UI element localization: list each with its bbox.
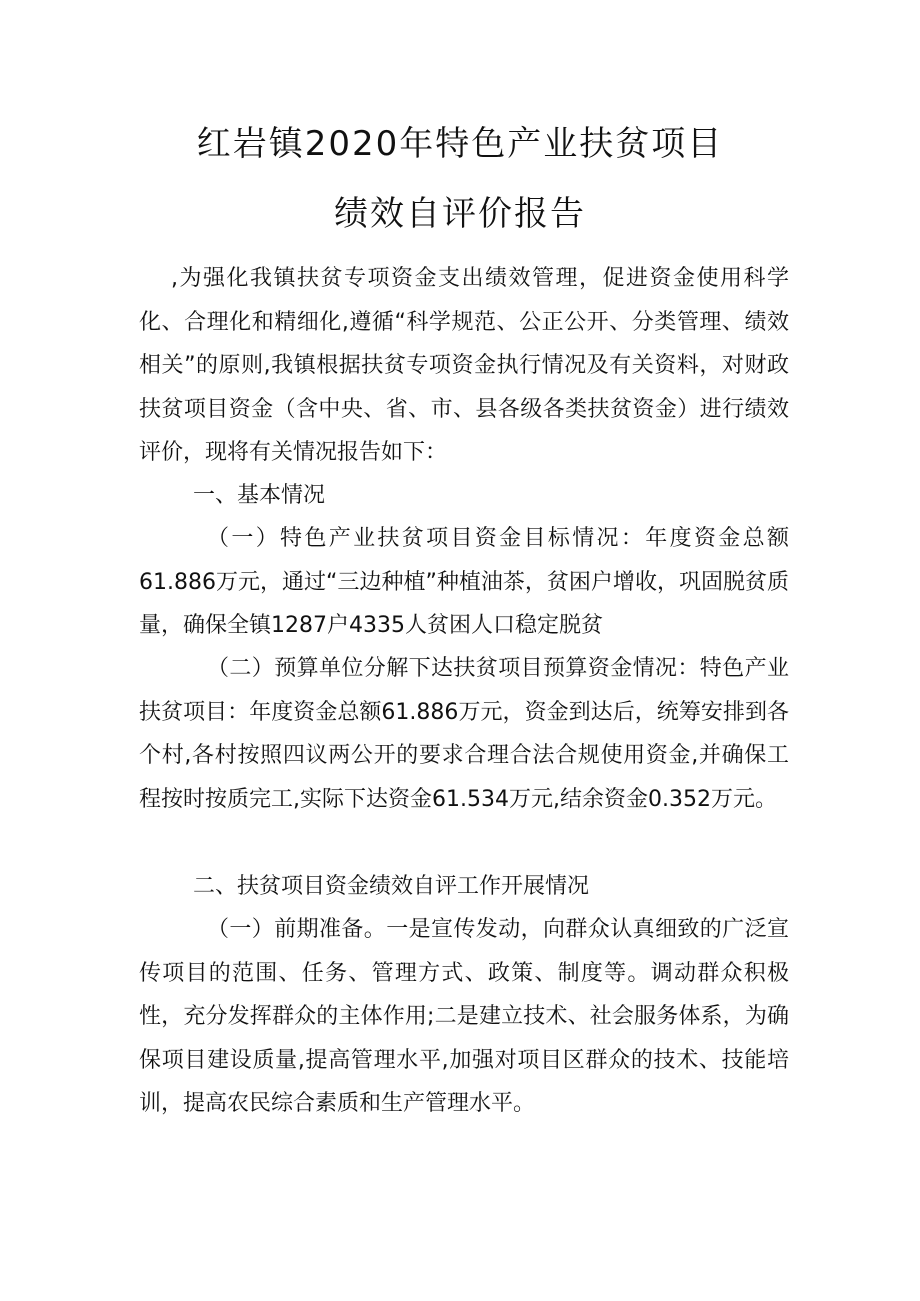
section-1-item-2: （二）预算单位分解下达扶贫项目预算资金情况：特色产业扶贫项目：年度资金总额61.886万元，资金到达后，统筹安排到各个村,各村按照四议两公开的要求合理合法合规使用资金,并确保工程按时按质完工,实际下达资金61.534万元,结余资金0.352万元。 xyxy=(139,656,789,812)
report-title-line-2: 绩效自评价报告 xyxy=(334,194,586,234)
intro-paragraph: ,为强化我镇扶贫专项资金支出绩效管理，促进资金使用科学化、合理化和精细化,遵循“科学规范、公正公开、分类管理、绩效相关”的原则,我镇根据扶贫专项资金执行情况及有关资料，对财政扶贫项目资金（含中央、省、市、县各级各类扶贫资金）进行绩效评价，现将有关情况报告如下： xyxy=(139,266,789,465)
section-1-heading: 一、基本情况 xyxy=(193,483,326,508)
section-2-item-1: （一）前期准备。一是宣传发动，向群众认真细致的广泛宣传项目的范围、任务、管理方式、政策、制度等。调动群众积极性，充分发挥群众的主体作用;二是建立技术、社会服务体系，为确保项目建设质量,提高管理水平,加强对项目区群众的技术、技能培训，提高农民综合素质和生产管理水平。 xyxy=(139,917,789,1116)
section-1-item-1: （一）特色产业扶贫项目资金目标情况：年度资金总额61.886万元，通过“三边种植”种植油茶，贫困户增收，巩固脱贫质量，确保全镇1287户4335人贫困人口稳定脱贫 xyxy=(139,526,789,638)
section-2-heading: 二、扶贫项目资金绩效自评工作开展情况 xyxy=(193,874,590,899)
report-title-line-1: 红岩镇2020年特色产业扶贫项目 xyxy=(196,124,724,164)
